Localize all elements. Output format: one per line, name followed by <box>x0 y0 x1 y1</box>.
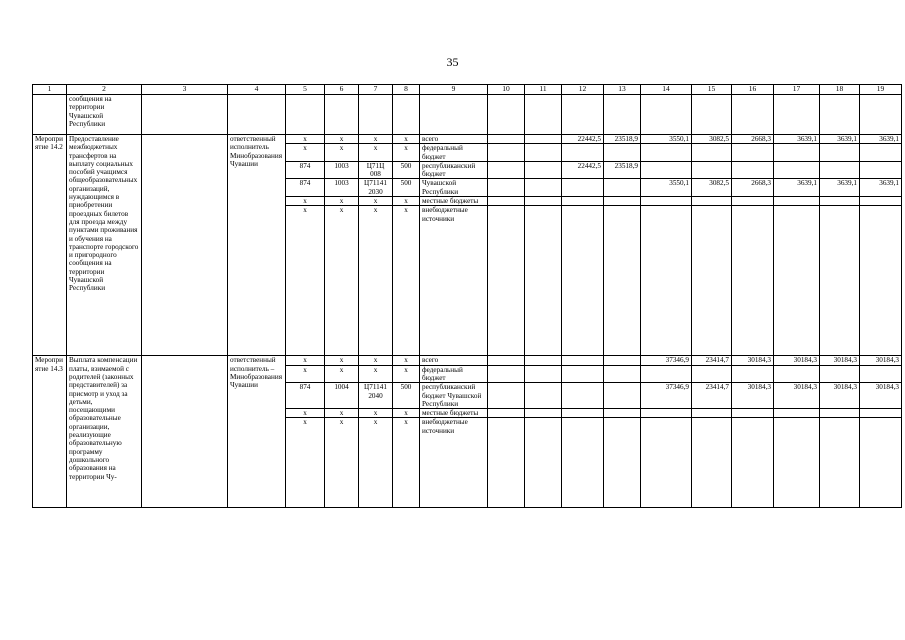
cell-c6: x <box>325 356 359 365</box>
cell-c8: 500 <box>393 383 420 409</box>
cell-c13 <box>604 383 641 409</box>
col-header: 11 <box>525 85 562 95</box>
cell-c13: 23518,9 <box>604 161 641 179</box>
funding-source: Чувашской Республики <box>420 179 488 197</box>
col-header: 6 <box>325 85 359 95</box>
cell-c19 <box>860 161 902 179</box>
cell-c18 <box>820 197 860 206</box>
cell-c13 <box>604 179 641 197</box>
budget-table <box>32 84 902 508</box>
cell-c17: 30184,3 <box>774 356 820 365</box>
cell-c5: x <box>286 409 325 418</box>
funding-source: внебюджетные источники <box>420 418 488 508</box>
col-header: 12 <box>562 85 604 95</box>
cell-c11 <box>525 365 562 383</box>
cell-c11 <box>525 206 562 356</box>
cell-c13 <box>604 356 641 365</box>
cell-c8: x <box>393 135 420 144</box>
cell-c15 <box>692 206 732 356</box>
funding-source: местные бюджеты <box>420 197 488 206</box>
cell-c17: 3639,1 <box>774 135 820 144</box>
cell-c18 <box>820 365 860 383</box>
cell-c12 <box>562 365 604 383</box>
cell-c8: x <box>393 418 420 508</box>
cell-c11 <box>525 179 562 197</box>
cell-c12 <box>562 206 604 356</box>
col-header: 16 <box>732 85 774 95</box>
cell-c17: 30184,3 <box>774 383 820 409</box>
cell-c6: x <box>325 197 359 206</box>
cell-c14 <box>641 197 692 206</box>
cell-c10 <box>488 135 525 144</box>
cell-c10 <box>488 418 525 508</box>
cell-c10 <box>488 383 525 409</box>
cell-c7: x <box>359 135 393 144</box>
measure-executor: ответственный исполнитель – Минобразования Чувашии <box>228 356 286 508</box>
cell-c18 <box>820 161 860 179</box>
cell-c8: x <box>393 409 420 418</box>
col-header: 2 <box>67 85 142 95</box>
cell-c12 <box>562 409 604 418</box>
cell-c19: 3639,1 <box>860 135 902 144</box>
cell-c10 <box>488 356 525 365</box>
cell-c6: 1003 <box>325 161 359 179</box>
cell-c8: x <box>393 365 420 383</box>
cell-c7: x <box>359 365 393 383</box>
cell-c6: x <box>325 144 359 162</box>
col-header: 8 <box>393 85 420 95</box>
cell-c6: x <box>325 365 359 383</box>
empty-cell <box>142 135 228 356</box>
cell-c10 <box>488 365 525 383</box>
funding-source: местные бюджеты <box>420 409 488 418</box>
col-header: 4 <box>228 85 286 95</box>
cell-c5: x <box>286 144 325 162</box>
cell-c19 <box>860 206 902 356</box>
cell-c16: 2668,3 <box>732 179 774 197</box>
cell-c12 <box>562 197 604 206</box>
cell-c8: 500 <box>393 179 420 197</box>
empty-cell <box>142 356 228 508</box>
cell-c5: 874 <box>286 383 325 409</box>
cell-c15: 3082,5 <box>692 179 732 197</box>
cell-c15 <box>692 161 732 179</box>
cell-c19: 30184,3 <box>860 356 902 365</box>
cell-c17: 3639,1 <box>774 179 820 197</box>
cell-c14 <box>641 206 692 356</box>
col-header: 19 <box>860 85 902 95</box>
col-header: 17 <box>774 85 820 95</box>
cell-c7: x <box>359 206 393 356</box>
cell-c7: x <box>359 144 393 162</box>
cell-c5: 874 <box>286 161 325 179</box>
cell-c12 <box>562 356 604 365</box>
cell-c16 <box>732 365 774 383</box>
measure-description: Предоставление межбюджетных трансфертов на выплату социальных пособий учащимся общеобразовательных организаций, нуждающимся в приобретении проездных билетов для проезда между пунктами проживания и обучения на транспорте городского и пригородного сообщения на территории Чувашской Республики <box>67 135 142 356</box>
cell-c12 <box>562 383 604 409</box>
col-header: 7 <box>359 85 393 95</box>
cell-c11 <box>525 135 562 144</box>
cell-c10 <box>488 206 525 356</box>
cell-c5: x <box>286 365 325 383</box>
measure-name: Мероприятие 14.3 <box>33 356 67 508</box>
funding-source: всего <box>420 135 488 144</box>
cell-c11 <box>525 197 562 206</box>
cell-c15: 3082,5 <box>692 135 732 144</box>
cell-c18 <box>820 409 860 418</box>
cell-c13: 23518,9 <box>604 135 641 144</box>
cell-c19: 30184,3 <box>860 383 902 409</box>
col-header: 14 <box>641 85 692 95</box>
cell-c7: x <box>359 356 393 365</box>
measure-description: Выплата компенсации платы, взимаемой с родителей (законных представителей) за присмотр и уход за детьми, посещающими образовательные организации, реализующие образовательную программу дошкольного образования на территории Чу- <box>67 356 142 508</box>
funding-source: республиканский бюджет <box>420 161 488 179</box>
cell-c19 <box>860 197 902 206</box>
cell-c15 <box>692 409 732 418</box>
cell-c13 <box>604 418 641 508</box>
cell-c17 <box>774 365 820 383</box>
col-header: 5 <box>286 85 325 95</box>
cell-c5: x <box>286 135 325 144</box>
cell-c13 <box>604 365 641 383</box>
cell-c17 <box>774 206 820 356</box>
cell-c18: 30184,3 <box>820 356 860 365</box>
funding-source: внебюджетные источники <box>420 206 488 356</box>
cell-c13 <box>604 144 641 162</box>
cell-c10 <box>488 409 525 418</box>
cell-c14 <box>641 161 692 179</box>
funding-source: федеральный бюджет <box>420 144 488 162</box>
cell-c6: 1004 <box>325 383 359 409</box>
measure-name: Мероприятие 14.2 <box>33 135 67 356</box>
cell-c10 <box>488 144 525 162</box>
cell-c17 <box>774 409 820 418</box>
col-header: 1 <box>33 85 67 95</box>
cell-c19 <box>860 418 902 508</box>
cell-c19 <box>860 365 902 383</box>
cell-c14: 37346,9 <box>641 356 692 365</box>
cell-c7: x <box>359 197 393 206</box>
cell-c18: 30184,3 <box>820 383 860 409</box>
cell-c12: 22442,5 <box>562 135 604 144</box>
cell-c18 <box>820 418 860 508</box>
cell-c15: 23414,7 <box>692 383 732 409</box>
cell-c16 <box>732 161 774 179</box>
cell-c10 <box>488 179 525 197</box>
cell-c15 <box>692 365 732 383</box>
cell-c14 <box>641 144 692 162</box>
cell-c14 <box>641 365 692 383</box>
cell-c5: x <box>286 206 325 356</box>
cell-c19 <box>860 409 902 418</box>
cell-c14 <box>641 418 692 508</box>
cell-c7: x <box>359 409 393 418</box>
continuation-row <box>33 95 902 135</box>
cell-c6: x <box>325 206 359 356</box>
cell-c13 <box>604 206 641 356</box>
cell-c16: 30184,3 <box>732 356 774 365</box>
cell-c15: 23414,7 <box>692 356 732 365</box>
cell-c5: x <box>286 356 325 365</box>
cell-c15 <box>692 197 732 206</box>
cell-c18 <box>820 206 860 356</box>
cell-c18 <box>820 144 860 162</box>
funding-source: федеральный бюджет <box>420 365 488 383</box>
cell-c8: x <box>393 144 420 162</box>
cell-c14: 37346,9 <box>641 383 692 409</box>
cell-c13 <box>604 409 641 418</box>
cell-c13 <box>604 197 641 206</box>
funding-source: республиканский бюджет Чувашской Республики <box>420 383 488 409</box>
cell-c17 <box>774 418 820 508</box>
cell-c16 <box>732 418 774 508</box>
cell-c16 <box>732 197 774 206</box>
cell-c10 <box>488 161 525 179</box>
col-header: 3 <box>142 85 228 95</box>
cell-c7: Ц71141 2030 <box>359 179 393 197</box>
cell-c14: 3550,1 <box>641 135 692 144</box>
cell-c8: 500 <box>393 161 420 179</box>
cell-c6: x <box>325 418 359 508</box>
cell-c10 <box>488 197 525 206</box>
cell-c11 <box>525 383 562 409</box>
cell-c15 <box>692 418 732 508</box>
cell-c5: x <box>286 418 325 508</box>
cell-c8: x <box>393 356 420 365</box>
cell-c17 <box>774 197 820 206</box>
cell-c5: x <box>286 197 325 206</box>
cell-c11 <box>525 418 562 508</box>
cell-c12 <box>562 144 604 162</box>
cell-c11 <box>525 144 562 162</box>
cell-c16: 30184,3 <box>732 383 774 409</box>
cell-c16 <box>732 409 774 418</box>
cell-c6: x <box>325 135 359 144</box>
cell-c12 <box>562 179 604 197</box>
cell-c18: 3639,1 <box>820 179 860 197</box>
cell-c11 <box>525 161 562 179</box>
cell-c17 <box>774 144 820 162</box>
col-header: 15 <box>692 85 732 95</box>
cell-c16 <box>732 144 774 162</box>
cell-c16 <box>732 206 774 356</box>
cell-c6: 1003 <box>325 179 359 197</box>
cell-c8: x <box>393 197 420 206</box>
measure-executor: ответственный исполнитель Минобразования Чувашии <box>228 135 286 356</box>
cell-c15 <box>692 144 732 162</box>
cell-c17 <box>774 161 820 179</box>
col-header: 10 <box>488 85 525 95</box>
cell-c12 <box>562 418 604 508</box>
col-header: 13 <box>604 85 641 95</box>
table-row <box>33 356 902 365</box>
continuation-text: сообщения на территории Чувашской Республики <box>67 95 142 135</box>
cell-c8: x <box>393 206 420 356</box>
cell-c5: 874 <box>286 179 325 197</box>
header-row <box>33 85 902 95</box>
cell-c11 <box>525 356 562 365</box>
col-header: 18 <box>820 85 860 95</box>
cell-c14: 3550,1 <box>641 179 692 197</box>
cell-c14 <box>641 409 692 418</box>
cell-c12: 22442,5 <box>562 161 604 179</box>
cell-c18: 3639,1 <box>820 135 860 144</box>
cell-c16: 2668,3 <box>732 135 774 144</box>
table-row <box>33 135 902 144</box>
funding-source: всего <box>420 356 488 365</box>
col-header: 9 <box>420 85 488 95</box>
cell-c11 <box>525 409 562 418</box>
cell-c19 <box>860 144 902 162</box>
cell-c19: 3639,1 <box>860 179 902 197</box>
cell-c7: x <box>359 418 393 508</box>
cell-c6: x <box>325 409 359 418</box>
page-number: 35 <box>446 55 459 69</box>
cell-c7: Ц71141 2040 <box>359 383 393 409</box>
cell-c7: Ц71Ц 008 <box>359 161 393 179</box>
